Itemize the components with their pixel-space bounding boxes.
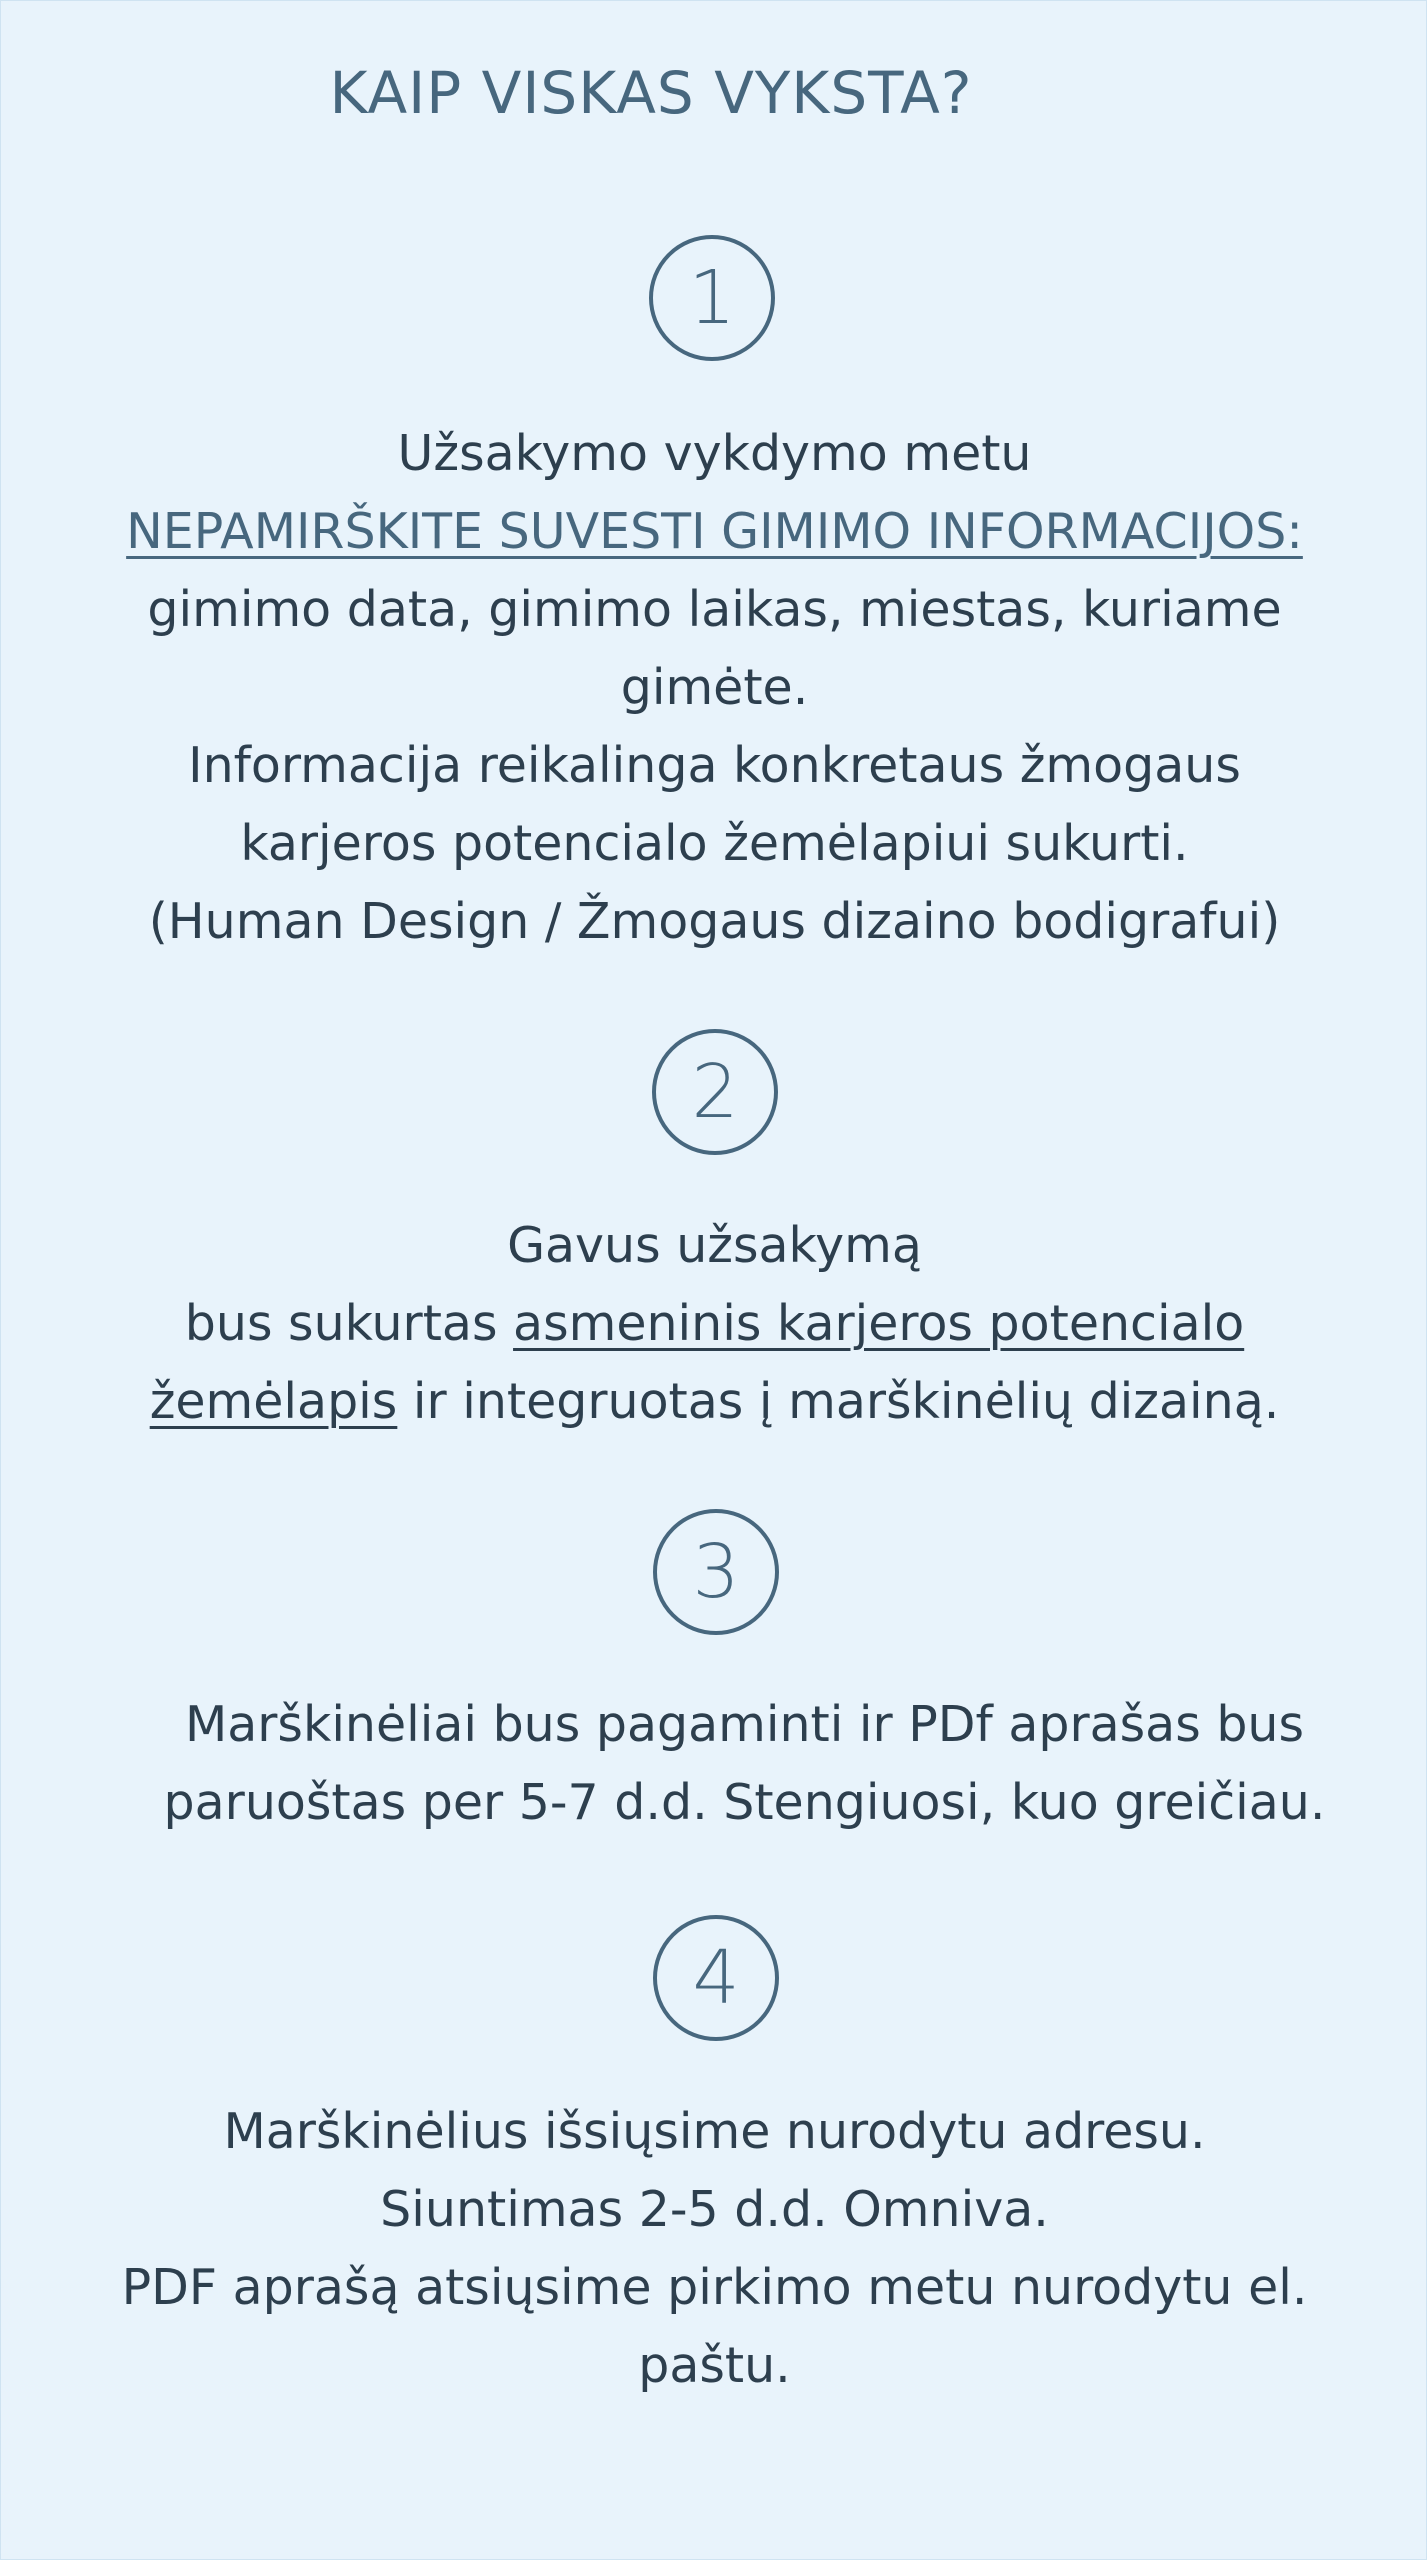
step-2-line-1: Gavus užsakymą — [507, 1217, 922, 1274]
step-2-map-link[interactable]: žemėlapis — [149, 1373, 398, 1430]
step-4-line-1: Marškinėlius išsiųsime nurodytu adresu. — [223, 2103, 1206, 2160]
step-2-line-2-text: bus sukurtas — [184, 1295, 514, 1352]
step-4-text — [51, 2093, 1378, 2405]
step-1-line-7: (Human Design / Žmogaus dizaino bodigrafui) — [148, 893, 1281, 950]
step-1-text — [51, 415, 1378, 961]
step-2-number-circle: 2 — [652, 1029, 778, 1155]
step-1-line-4: gimėte. — [620, 659, 809, 716]
step-1-line-1: Užsakymo vykdymo metu — [397, 425, 1032, 482]
page-title: KAIP VISKAS VYKSTA? — [329, 59, 973, 127]
step-3-line-1: Marškinėliai bus pagaminti ir PDf aprašas bus — [184, 1696, 1305, 1753]
step-1-number-circle: 1 — [649, 235, 775, 361]
step-4-number-circle: 4 — [653, 1915, 779, 2041]
step-3-number-circle: 3 — [653, 1509, 779, 1635]
step-2-line-3 — [51, 1363, 1378, 1441]
step-4-line-4: paštu. — [638, 2337, 791, 2394]
step-3-line-2: paruoštas per 5-7 d.d. Stengiuosi, kuo greičiau. — [163, 1774, 1326, 1831]
step-2-career-map-link[interactable]: asmeninis karjeros potencialo — [513, 1295, 1245, 1352]
step-1-birth-info-link[interactable]: NEPAMIRŠKITE SUVESTI GIMIMO INFORMACIJOS: — [126, 503, 1303, 560]
step-2-line-3-text: ir integruotas į marškinėlių dizainą. — [397, 1373, 1280, 1430]
step-2-line-2 — [51, 1285, 1378, 1363]
step-3-text — [81, 1686, 1408, 1842]
step-1-line-5: Informacija reikalinga konkretaus žmogaus — [188, 737, 1241, 794]
step-2-text — [51, 1207, 1378, 1441]
step-1-line-6: karjeros potencialo žemėlapiui sukurti. — [240, 815, 1189, 872]
step-1-line-3: gimimo data, gimimo laikas, miestas, kuriame — [147, 581, 1282, 638]
step-4-line-2: Siuntimas 2-5 d.d. Omniva. — [380, 2181, 1049, 2238]
step-4-line-3: PDF aprašą atsiųsime pirkimo metu nurodytu el. — [121, 2259, 1308, 2316]
